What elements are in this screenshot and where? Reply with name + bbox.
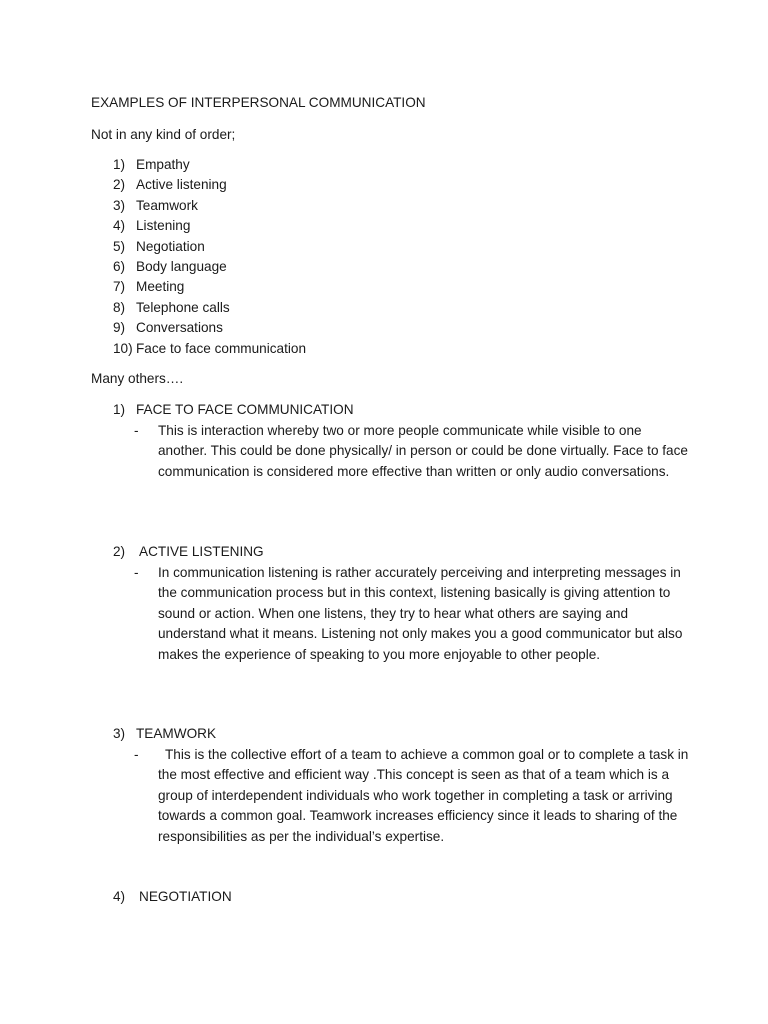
list-item-number: 1) (113, 157, 126, 172)
section-title: ACTIVE LISTENING (139, 544, 264, 559)
section-number: 4) (113, 889, 126, 904)
bullet-dash: - (134, 423, 139, 438)
section-body (113, 745, 693, 847)
section-heading (113, 543, 693, 561)
list-item-number: 8) (113, 299, 126, 315)
section-face-to-face (113, 401, 693, 482)
list-item-label: Face to face communication (136, 340, 307, 356)
section-number: 2) (113, 544, 126, 559)
many-others-text: Many others…. (91, 371, 184, 386)
document-title: EXAMPLES OF INTERPERSONAL COMMUNICATION (91, 95, 426, 110)
intro-text: Not in any kind of order; (91, 127, 236, 142)
list-item-label: Meeting (136, 279, 185, 295)
list-item-number: 9) (113, 320, 126, 336)
bullet-dash: - (134, 747, 139, 762)
section-text: In communication listening is rather accurately perceiving and interpreting messages in the communication process but in this context, listening basically is giving attention to sound or action. When one listens, they try to hear what others are saying and understand what it means. Listening not only makes you a good communicator but also makes the experience of speaking to you more enjoyable to other people. (158, 565, 683, 662)
section-text: This is interaction whereby two or more people communicate while visible to one another. This could be done physically/ in person or could be done virtually. Face to face communication is considered more effective than written or only audio conversations. (158, 423, 688, 479)
list-item-label: Conversations (136, 320, 223, 336)
section-active-listening (113, 543, 693, 665)
list-item (113, 319, 306, 339)
section-body (113, 421, 693, 482)
list-item (113, 278, 306, 298)
section-text: This is the collective effort of a team to achieve a common goal or to complete a task in the most effective and efficient way .This concept is seen as that of a team which is a group of interdependent individuals who work together in completing a task or arriving towards a common goal. Teamwork increases efficiency since it leads to sharing of the responsibilities as per the individual’s expertise. (158, 747, 689, 844)
list-item (113, 238, 306, 258)
section-negotiation (113, 888, 232, 906)
list-item-label: Empathy (136, 157, 190, 172)
list-item-label: Active listening (136, 177, 227, 193)
list-item (113, 340, 306, 360)
list-item-number: 3) (113, 197, 126, 213)
section-number: 1) (113, 402, 126, 417)
list-item-label: Negotiation (136, 238, 205, 254)
section-teamwork (113, 725, 693, 847)
section-title: TEAMWORK (136, 726, 217, 741)
list-item (113, 299, 306, 319)
list-item (113, 217, 306, 237)
list-item-label: Body language (136, 258, 227, 274)
list-item (113, 197, 306, 217)
section-number: 3) (113, 726, 126, 741)
section-title: NEGOTIATION (139, 889, 232, 904)
list-item-number: 4) (113, 218, 126, 234)
examples-list (113, 156, 306, 360)
section-heading (113, 401, 693, 419)
section-title: FACE TO FACE COMMUNICATION (136, 402, 354, 417)
list-item (113, 156, 306, 176)
list-item (113, 258, 306, 278)
list-item-number: 5) (113, 238, 126, 254)
section-heading (113, 888, 232, 906)
list-item-label: Teamwork (136, 197, 198, 213)
section-body (113, 563, 693, 665)
list-item-number: 10) (113, 340, 133, 356)
list-item (113, 176, 306, 196)
list-item-number: 6) (113, 258, 126, 274)
list-item-label: Telephone calls (136, 299, 230, 315)
bullet-dash: - (134, 565, 139, 580)
section-heading (113, 725, 693, 743)
list-item-number: 7) (113, 279, 126, 295)
list-item-number: 2) (113, 177, 126, 193)
list-item-label: Listening (136, 218, 191, 234)
